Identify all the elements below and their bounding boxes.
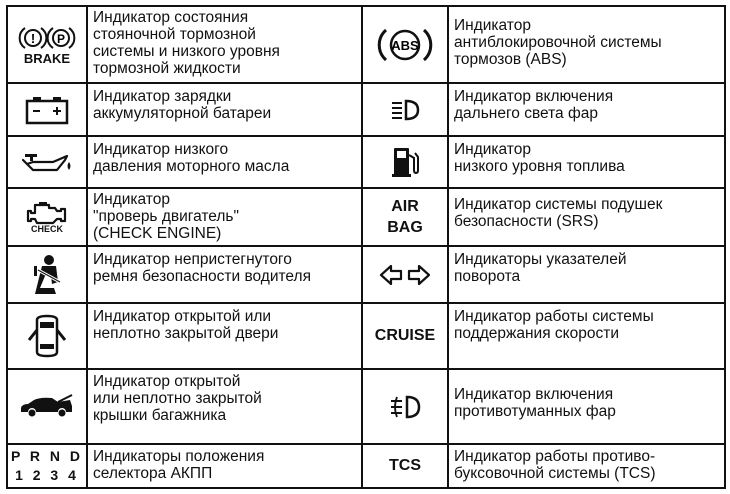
indicator-description: Индикатор зарядки аккумуляторной батареи [87,83,362,136]
table-row [7,6,725,83]
indicator-description: Индикатор "проверь двигатель" (CHECK ENGINE) [87,188,362,246]
indicator-description: Индикатор открытой или неплотно закрытой двери [87,303,362,369]
svg-text:!: ! [30,30,36,46]
brake-label: BRAKE [23,50,71,66]
indicator-description: Индикатор работы противо- буксовочной системы (TCS) [448,444,725,488]
indicator-table [6,5,726,489]
door-open-icon [7,303,87,369]
indicator-description: Индикатор непристегнутого ремня безопасности водителя [87,246,362,303]
table-row [7,369,725,444]
battery-icon [7,83,87,136]
indicator-description: Индикатор работы системы поддержания скорости [448,303,725,369]
indicator-description: Индикаторы положения селектора АКПП [87,444,362,488]
check-engine-icon [7,188,87,246]
indicator-description: Индикатор низкого уровня топлива [448,136,725,188]
brake-warning-icon [7,6,87,83]
seatbelt-icon [7,246,87,303]
indicator-description: Индикатор состояния стояночной тормозной системы и низкого уровня тормозной жидкости [87,6,362,83]
table-row [7,83,725,136]
abs-warning-icon [362,6,448,83]
indicator-description: Индикатор антиблокировочной системы тормозов (ABS) [448,6,725,83]
table-row [7,303,725,369]
trunk-open-icon [7,369,87,444]
indicator-description: Индикатор низкого давления моторного масла [87,136,362,188]
fog-light-icon [362,369,448,444]
check-label: CHECK [30,223,63,234]
airbag-text-icon: AIR BAG [362,188,448,246]
high-beam-icon [362,83,448,136]
table-row [7,136,725,188]
indicator-description: Индикатор открытой или неплотно закрытой крышки багажника [87,369,362,444]
abs-label: ABS [391,37,419,53]
indicator-description: Индикатор системы подушек безопасности (SRS) [448,188,725,246]
cruise-text-icon: CRUISE [362,303,448,369]
table-row [7,444,725,488]
table-row [7,246,725,303]
gear-selector-icon: P R N D 1 2 3 4 [7,444,87,488]
tcs-text-icon: TCS [362,444,448,488]
turn-signal-arrows-icon [362,246,448,303]
table-row [7,188,725,246]
svg-text:P: P [56,31,66,46]
indicator-description: Индикатор включения противотуманных фар [448,369,725,444]
indicator-description: Индикаторы указателей поворота [448,246,725,303]
oil-can-icon [7,136,87,188]
indicator-description: Индикатор включения дальнего света фар [448,83,725,136]
fuel-pump-icon [362,136,448,188]
